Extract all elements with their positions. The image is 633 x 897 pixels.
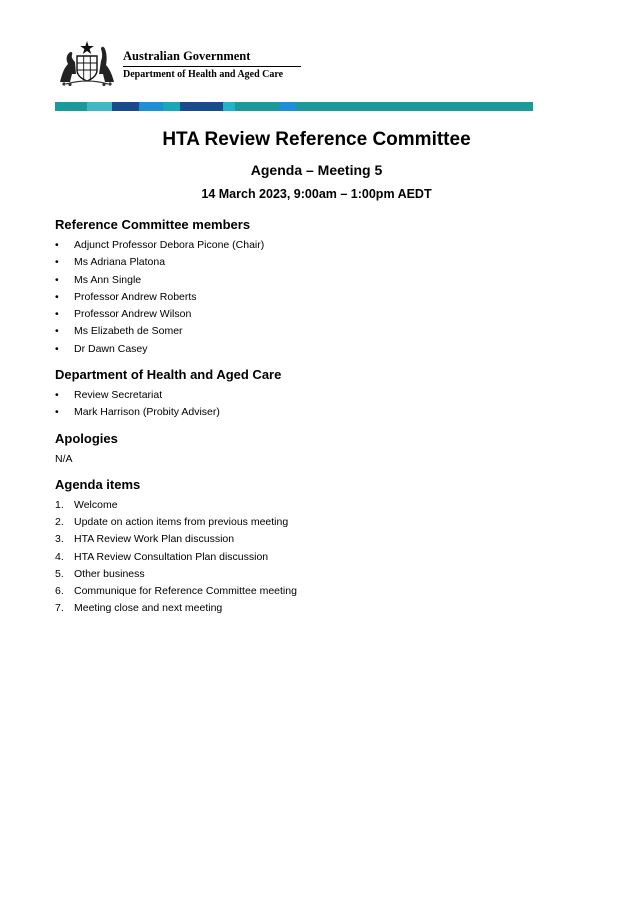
document-title: HTA Review Reference Committee: [162, 129, 471, 150]
list-item: • Mark Harrison (Probity Adviser): [55, 404, 575, 421]
agenda-item: 1. Welcome: [55, 497, 575, 514]
apologies-section: [55, 431, 575, 468]
decorative-color-stripe: [55, 102, 545, 111]
document-subtitle: Agenda – Meeting 5: [250, 162, 383, 178]
agenda-item: 5. Other business: [55, 566, 575, 583]
agenda-heading: Agenda items: [55, 476, 141, 492]
stripe-segment: [296, 102, 533, 111]
bullet-icon: •: [55, 406, 59, 419]
agenda-item: 2. Update on action items from previous meeting: [55, 514, 575, 531]
stripe-segment: [235, 102, 279, 111]
agenda-item: 4. HTA Review Consultation Plan discussion: [55, 549, 575, 566]
stripe-segment: [87, 102, 112, 111]
stripe-segment: [180, 102, 223, 111]
stripe-segment: [55, 102, 87, 111]
apologies-text: N/A: [55, 452, 73, 465]
members-section: [55, 217, 575, 358]
department-section: [55, 367, 575, 422]
list-item: • Ms Adriana Platona: [55, 254, 575, 271]
header-divider: [123, 66, 301, 67]
members-list: [55, 237, 575, 358]
agenda-content: [55, 217, 575, 618]
bullet-icon: •: [55, 256, 59, 269]
bullet-icon: •: [55, 325, 59, 338]
bullet-icon: •: [55, 273, 59, 286]
item-number: 5.: [55, 567, 64, 580]
list-item: • Professor Andrew Roberts: [55, 289, 575, 306]
apologies-heading: Apologies: [55, 430, 118, 446]
list-item: • Dr Dawn Casey: [55, 341, 575, 358]
agenda-item: 6. Communique for Reference Committee meeting: [55, 583, 575, 600]
bullet-icon: •: [55, 342, 59, 355]
item-number: 4.: [55, 550, 64, 563]
list-item: • Ms Ann Single: [55, 272, 575, 289]
department-heading: Department of Health and Aged Care: [55, 367, 282, 383]
meeting-date: 14 March 2023, 9:00am – 1:00pm AEDT: [201, 187, 432, 201]
item-number: 3.: [55, 533, 64, 546]
bullet-icon: •: [55, 290, 59, 303]
department-list: [55, 387, 575, 422]
department-name: Department of Health and Aged Care: [123, 69, 284, 80]
item-number: 1.: [55, 498, 64, 511]
members-heading: Reference Committee members: [55, 217, 251, 232]
item-number: 6.: [55, 585, 64, 598]
agenda-item: 3. HTA Review Work Plan discussion: [55, 531, 575, 548]
item-number: 2.: [55, 515, 64, 528]
coat-of-arms-icon: [56, 38, 118, 86]
bullet-icon: •: [55, 239, 59, 251]
list-item: • Professor Andrew Wilson: [55, 306, 575, 323]
stripe-segment: [279, 102, 296, 111]
agenda-section: [55, 477, 575, 618]
government-header: [56, 38, 316, 88]
item-number: 7.: [55, 602, 64, 615]
bullet-icon: •: [55, 308, 59, 321]
list-item: • Ms Elizabeth de Somer: [55, 323, 575, 340]
list-item: • Adjunct Professor Debora Picone (Chair): [55, 237, 575, 254]
stripe-segment: [163, 102, 180, 111]
government-name: Australian Government: [123, 49, 251, 63]
agenda-list: [55, 497, 575, 618]
stripe-segment: [223, 102, 235, 111]
bullet-icon: •: [55, 389, 59, 402]
agenda-item: 7. Meeting close and next meeting: [55, 600, 575, 617]
stripe-segment: [112, 102, 139, 111]
stripe-segment: [139, 102, 163, 111]
list-item: • Review Secretariat: [55, 387, 575, 404]
